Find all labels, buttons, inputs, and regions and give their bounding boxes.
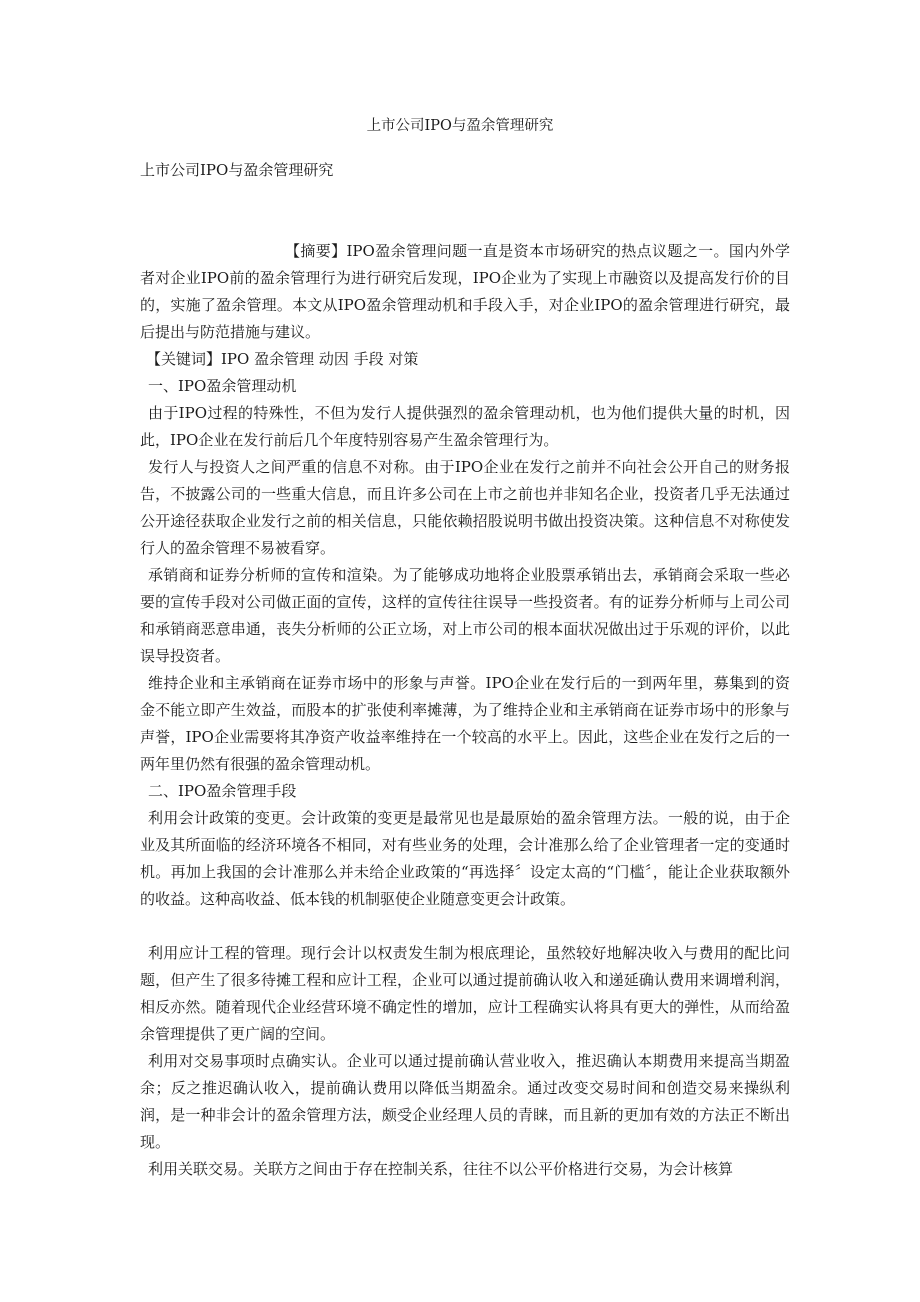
paragraph: 由于IPO过程的特殊性，不但为发行人提供强烈的盈余管理动机，也为他们提供大量的时机，因此，IPO企业在发行前后几个年度特别容易产生盈余管理行为。 xyxy=(140,404,790,449)
paragraph: 利用关联交易。关联方之间由于存在控制关系，往往不以公平价格进行交易，为会计核算 xyxy=(148,1160,734,1178)
section-heading-methods: 二、IPO盈余管理手段 xyxy=(148,782,297,800)
paragraph: 发行人与投资人之间严重的信息不对称。由于IPO企业在发行之前并不向社会公开自己的财务报告，不披露公司的一些重大信息，而且许多公司在上市之前也并非知名企业，投资者几乎无法通过公开途径获取企业发行之前的相关信息，只能依赖招股说明书做出投资决策。这种信息不对称使发行人的盈余管理不易被看穿。 xyxy=(140,458,790,557)
section-heading-motives: 一、IPO盈余管理动机 xyxy=(148,377,297,395)
document-title: 上市公司IPO与盈余管理研究 xyxy=(366,118,554,134)
paragraph: 利用会计政策的变更。会计政策的变更是最常见也是最原始的盈余管理方法。一般的说，由于企业及其所面临的经济环境各不相同，对有些业务的处理，会计准那么给了企业管理者一定的变通时机。再加上我国的会计准那么并未给企业政策的“再选择〞设定太高的“门槛〞，能让企业获取额外的收益。这种高收益、低本钱的机制驱使企业随意变更会计政策。 xyxy=(140,809,790,908)
document-body xyxy=(140,238,790,1183)
paragraph: 利用对交易事项时点确实认。企业可以通过提前确认营业收入，推迟确认本期费用来提高当期盈余；反之推迟确认收入，提前确认费用以降低当期盈余。通过改变交易时间和创造交易来操纵利润，是一种非会计的盈余管理方法，颇受企业经理人员的青睐，而且新的更加有效的方法正不断出现。 xyxy=(140,1052,790,1151)
abstract-paragraph: 【摘要】IPO盈余管理问题一直是资本市场研究的热点议题之一。国内外学者对企业IPO前的盈余管理行为进行研究后发现，IPO企业为了实现上市融资以及提高发行价的目的，实施了盈余管理。本文从IPO盈余管理动机和手段入手，对企业IPO的盈余管理进行研究，最后提出与防范措施与建议。 xyxy=(140,242,790,341)
paragraph-spacer xyxy=(140,913,790,940)
paragraph: 利用应计工程的管理。现行会计以权责发生制为根底理论，虽然较好地解决收入与费用的配比问题，但产生了很多待摊工程和应计工程，企业可以通过提前确认收入和递延确认费用来调增利润，相反亦然。随着现代企业经营环境不确定性的增加，应计工程确实认将具有更大的弹性，从而给盈余管理提供了更广阔的空间。 xyxy=(140,944,790,1043)
document-subtitle: 上市公司IPO与盈余管理研究 xyxy=(140,161,334,179)
paragraph: 维持企业和主承销商在证券市场中的形象与声誉。IPO企业在发行后的一到两年里，募集到的资金不能立即产生效益，而股本的扩张使利率摊薄，为了维持企业和主承销商在证券市场中的形象与声誉，IPO企业需要将其净资产收益率维持在一个较高的水平上。因此，这些企业在发行之后的一两年里仍然有很强的盈余管理动机。 xyxy=(140,674,790,773)
keywords-line: 【关键词】IPO 盈余管理 动因 手段 对策 xyxy=(146,350,419,368)
paragraph: 承销商和证券分析师的宣传和渲染。为了能够成功地将企业股票承销出去，承销商会采取一些必要的宣传手段对公司做正面的宣传，这样的宣传往往误导一些投资者。有的证券分析师与上司公司和承销商恶意串通，丧失分析师的公正立场，对上市公司的根本面状况做出过于乐观的评价，以此误导投资者。 xyxy=(140,566,790,665)
